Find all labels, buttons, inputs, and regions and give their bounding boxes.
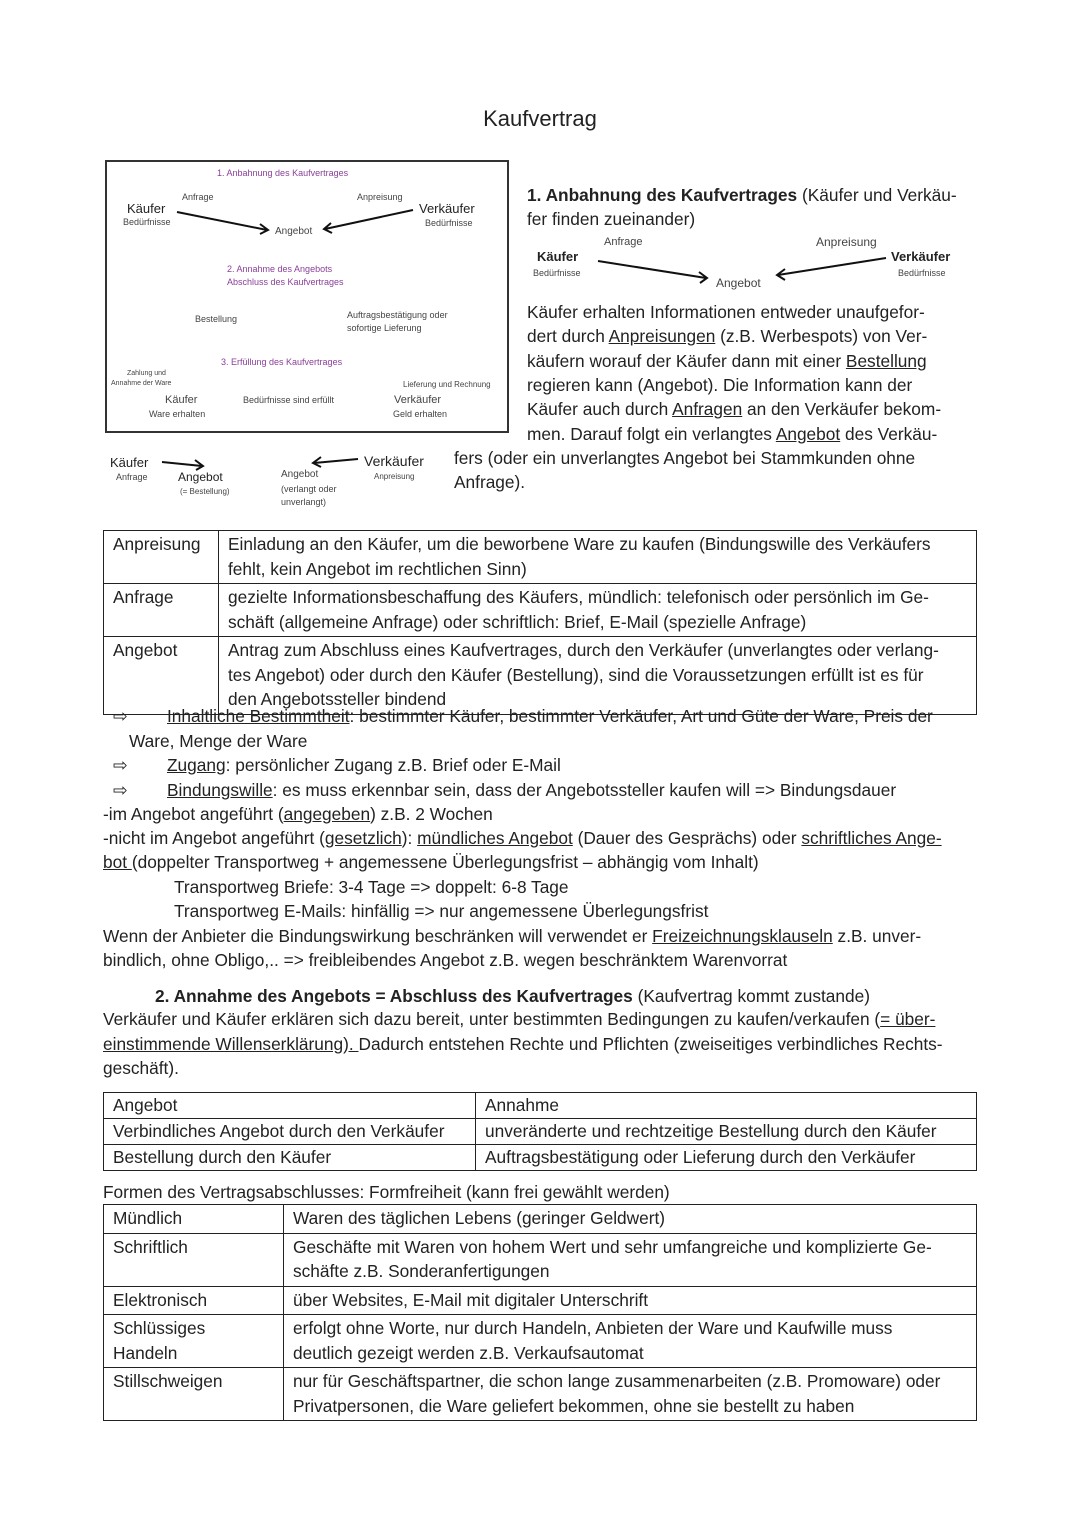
table-row <box>104 1233 977 1286</box>
diagram-label: Auftragsbestätigung oder <box>347 310 448 320</box>
section2-heading <box>155 986 870 1006</box>
definition-line: Antrag zum Abschluss eines Kaufvertrages, durch den Verkäufer (unverlangtes oder verlang- <box>228 640 939 660</box>
text: men. Darauf folgt ein verlangtes <box>527 424 776 444</box>
definition-line: gezielte Informationsbeschaffung des Käufers, mündlich: telefonisch oder persönlich im Ge- <box>228 587 929 607</box>
section1-line <box>527 375 912 395</box>
text: (Dauer des Gesprächs) oder <box>572 828 802 848</box>
term-cell: Schlüssiges Handeln <box>104 1315 284 1368</box>
mini-label: Anpreisung <box>816 235 877 249</box>
diagram-label: Anfrage <box>182 192 214 202</box>
definition-line: tes Angebot) oder durch den Käufer (Bestellung), sind die Voraussetzungen erfüllt ist es für <box>228 664 924 685</box>
term-cell: Mündlich <box>104 1205 284 1234</box>
section1-line <box>527 424 937 444</box>
mini-label: Angebot <box>716 276 761 290</box>
diagram-label: Angebot <box>275 226 313 237</box>
term-cell: Anfrage <box>104 584 219 637</box>
text: Ware, Menge der Ware <box>129 731 308 751</box>
text: käufern worauf der Käufer dann mit einer <box>527 351 846 371</box>
diagram-label: Anpreisung <box>357 192 403 202</box>
body-line <box>129 731 307 751</box>
diagram-label: sofortige Lieferung <box>347 323 422 333</box>
term-cell: Stillschweigen <box>104 1368 284 1421</box>
header-cell: Annahme <box>476 1093 977 1119</box>
body-line <box>103 804 493 824</box>
section2-line <box>103 1034 943 1054</box>
text: z.B. unver- <box>832 926 922 946</box>
table-cell: Bestellung durch den Käufer <box>104 1145 476 1171</box>
definition-cell <box>284 1205 977 1234</box>
definition-cell <box>219 584 977 637</box>
page-title: Kaufvertrag <box>483 106 597 131</box>
section1-line <box>454 472 525 492</box>
diagram-label: Verkäufer <box>394 394 442 406</box>
diagram-label: Zahlung und <box>127 370 166 377</box>
lower-diagram-label: (verlangt oder <box>281 484 337 494</box>
diagram-label: Verkäufer <box>419 201 475 216</box>
diagram-label: Bedürfnisse <box>425 218 473 228</box>
lower-diagram-label: Angebot <box>281 469 319 480</box>
text: bindlich, ohne Obligo,.. => freibleibendes Angebot z.B. wegen beschränktem Warenvorrat <box>103 950 788 970</box>
definition-line: fehlt, kein Angebot im rechtlichen Sinn) <box>228 558 527 579</box>
table-row <box>104 584 977 637</box>
body-line <box>103 950 787 970</box>
term-cell: Anpreisung <box>104 531 219 584</box>
underlined-term: Anpreisungen <box>608 326 716 346</box>
diagram-label: Lieferung und Rechnung <box>403 380 491 389</box>
table-row <box>104 1205 977 1234</box>
table-row <box>104 1093 977 1119</box>
diagram-label: Bestellung <box>195 314 238 324</box>
offer-acceptance-table <box>103 1092 977 1171</box>
definition-line: erfolgt ohne Worte, nur durch Handeln, Anbieten der Ware und Kaufwille muss <box>293 1318 893 1338</box>
body-line <box>167 755 561 775</box>
arrow-bullet-icon: ⇨ <box>113 706 128 726</box>
table-row <box>104 1315 977 1368</box>
underlined-term: Zugang <box>167 755 226 775</box>
definition-line: schäfte z.B. Sonderanfertigungen <box>293 1261 550 1281</box>
text: an den Verkäufer bekom- <box>742 399 942 419</box>
text: Käufer auch durch <box>527 399 673 419</box>
text: : es muss erkennbar sein, dass der Angebotssteller kaufen will => Bindungsdauer <box>272 780 897 800</box>
text: ) z.B. 2 Wochen <box>370 804 493 824</box>
heading-rest: (Kaufvertrag kommt zustande) <box>632 986 871 1006</box>
text: : persönlicher Zugang z.B. Brief oder E-Mail <box>225 755 561 775</box>
term-cell: Schriftlich <box>104 1233 284 1286</box>
lower-diagram-label: Angebot <box>178 470 223 484</box>
text: regieren kann (Angebot). Die Information kann der <box>527 375 913 395</box>
body-line <box>167 780 896 800</box>
diagram-label: Käufer <box>165 394 198 406</box>
mini-label: Bedürfnisse <box>533 268 581 278</box>
mini-label: Käufer <box>537 249 579 264</box>
diagram-heading-2: 2. Annahme des Angebots <box>227 264 333 274</box>
underlined-term: gesetzlich <box>324 828 402 848</box>
table-row <box>104 1119 977 1145</box>
text: (doppelter Transportweg + angemessene Überlegungsfrist – abhängig vom Inhalt) <box>131 852 759 872</box>
definition-line: den Angebotssteller bindend <box>228 689 447 709</box>
underlined-term: Anfragen <box>672 399 743 419</box>
text: fers (oder ein unverlangtes Angebot bei Stammkunden ohne <box>454 448 916 468</box>
contract-forms-table <box>103 1204 977 1421</box>
text: -nicht im Angebot angeführt ( <box>103 828 325 848</box>
diagram-label: Annahme der Ware <box>111 380 172 387</box>
arrow-bullet-icon: ⇨ <box>113 755 128 775</box>
underlined-term: schriftliches Ange- <box>801 828 942 848</box>
text: Transportweg E-Mails: hinfällig => nur angemessene Überlegungsfrist <box>174 901 709 921</box>
table-row <box>104 1286 977 1315</box>
diagram-label: Ware erhalten <box>149 409 206 419</box>
table-cell: Auftragsbestätigung oder Lieferung durch den Verkäufer <box>476 1145 977 1171</box>
terms-table <box>103 530 977 715</box>
text: -im Angebot angeführt ( <box>103 804 284 824</box>
text: Käufer erhalten Informationen entweder unaufgefor- <box>527 302 925 322</box>
table-row <box>104 1145 977 1171</box>
body-line <box>103 852 759 872</box>
definition-line: Einladung an den Käufer, um die beworbene Ware zu kaufen (Bindungswille des Verkäufers <box>228 534 931 554</box>
body-line <box>174 901 708 921</box>
section1-line <box>454 448 915 468</box>
text: des Verkäu- <box>840 424 938 444</box>
lower-diagram-label: (= Bestellung) <box>180 487 230 496</box>
definition-line: deutlich gezeigt werden z.B. Verkaufsautomat <box>293 1342 644 1363</box>
term-cell: Elektronisch <box>104 1286 284 1315</box>
section1-line <box>527 326 927 346</box>
table-row <box>104 531 977 584</box>
section1-line <box>527 399 941 419</box>
definition-cell <box>284 1233 977 1286</box>
header-cell: Angebot <box>104 1093 476 1119</box>
underlined-term: Bestellung <box>845 351 927 371</box>
diagram-label: Bedürfnisse sind erfüllt <box>243 395 335 405</box>
arrow-bullet-icon: ⇨ <box>113 780 128 800</box>
definition-cell <box>219 531 977 584</box>
definition-cell <box>284 1315 977 1368</box>
lower-diagram-label: Verkäufer <box>364 453 424 469</box>
table-row <box>104 637 977 715</box>
underlined-term: Inhaltliche Bestimmtheit <box>167 706 350 726</box>
table-cell: unveränderte und rechtzeitige Bestellung durch den Käufer <box>476 1119 977 1145</box>
mini-label: Anfrage <box>604 236 643 248</box>
definition-line: Waren des täglichen Lebens (geringer Geldwert) <box>293 1208 666 1228</box>
definition-line: Privatpersonen, die Ware geliefert bekommen, ohne sie bestellt zu haben <box>293 1395 855 1416</box>
definition-line: über Websites, E-Mail mit digitaler Unterschrift <box>293 1289 649 1310</box>
definition-cell <box>284 1286 977 1315</box>
section2-line <box>103 1058 179 1078</box>
term-cell: Angebot <box>104 637 219 715</box>
text: : bestimmter Käufer, bestimmter Verkäufer, Art und Güte der Ware, Preis der <box>349 706 933 726</box>
diagram-heading-3: 3. Erfüllung des Kaufvertrages <box>221 357 343 367</box>
heading-bold: 2. Annahme des Angebots = Abschluss des Kaufvertrages <box>155 986 633 1006</box>
section1-line: fer finden zueinander) <box>527 209 696 229</box>
section1-line <box>527 302 925 322</box>
underlined-term: Bindungswille <box>167 780 273 800</box>
text: (z.B. Werbespots) von Ver- <box>715 326 928 346</box>
table-row <box>104 1368 977 1421</box>
underlined-term: angegeben <box>283 804 371 824</box>
underlined-term: Angebot <box>775 424 841 444</box>
heading-rest: (Käufer und Verkäu- <box>797 185 957 205</box>
section1-heading <box>527 185 957 205</box>
diagram-label: Käufer <box>127 201 166 216</box>
lower-diagram-label: Käufer <box>110 455 149 470</box>
text: Anfrage). <box>454 472 526 492</box>
process-diagram <box>105 160 509 433</box>
text: ): <box>401 828 418 848</box>
definition-cell <box>219 637 977 715</box>
underlined-term: einstimmende Willenserklärung). <box>103 1033 359 1054</box>
definition-line: Geschäfte mit Waren von hohem Wert und sehr umfangreiche und komplizierte Ge- <box>293 1236 932 1257</box>
underlined-term: Freizeichnungsklauseln <box>652 926 833 946</box>
forms-intro: Formen des Vertragsabschlusses: Formfreiheit (kann frei gewählt werden) <box>103 1182 670 1202</box>
text: Verkäufer und Käufer erklären sich dazu bereit, unter bestimmten Bedingungen zu kaufen/verkaufen ( <box>103 1009 881 1029</box>
mini-label: Verkäufer <box>891 249 951 264</box>
mini-label: Bedürfnisse <box>898 268 946 278</box>
underlined-term: mündliches Angebot <box>417 828 573 848</box>
diagram-heading-2b: Abschluss des Kaufvertrages <box>227 277 344 287</box>
section1-line <box>527 351 927 371</box>
heading-bold: 1. Anbahnung des Kaufvertrages <box>527 185 798 205</box>
diagram-label: Bedürfnisse <box>123 217 171 227</box>
body-line <box>103 926 921 946</box>
lower-diagram-label: Anfrage <box>116 472 148 482</box>
underlined-term: = über- <box>880 1009 936 1029</box>
section2-line <box>103 1009 935 1029</box>
lower-diagram-label: unverlangt) <box>281 497 327 507</box>
text: Transportweg Briefe: 3-4 Tage => doppelt: 6-8 Tage <box>174 877 569 897</box>
lower-diagram-label: Anpreisung <box>374 472 415 481</box>
text: geschäft). <box>103 1058 179 1078</box>
definition-line: schäft (allgemeine Anfrage) oder schriftlich: Brief, E-Mail (spezielle Anfrage) <box>228 611 807 632</box>
definition-line: nur für Geschäftspartner, die schon lange zusammenarbeiten (z.B. Promoware) oder <box>293 1371 941 1391</box>
diagram-heading-1: 1. Anbahnung des Kaufvertrages <box>217 168 349 178</box>
body-line <box>103 828 942 848</box>
body-line <box>174 877 569 897</box>
body-line <box>167 706 933 726</box>
definition-cell <box>284 1368 977 1421</box>
mini-arrows <box>0 0 1 1</box>
text: Wenn der Anbieter die Bindungswirkung beschränken will verwendet er <box>103 926 653 946</box>
table-cell: Verbindliches Angebot durch den Verkäufer <box>104 1119 476 1145</box>
diagram-label: Geld erhalten <box>393 409 448 419</box>
text: dert durch <box>527 326 609 346</box>
text: Dadurch entstehen Rechte und Pflichten (zweiseitiges verbindliches Rechts- <box>358 1033 943 1054</box>
underlined-term: bot <box>103 852 132 872</box>
